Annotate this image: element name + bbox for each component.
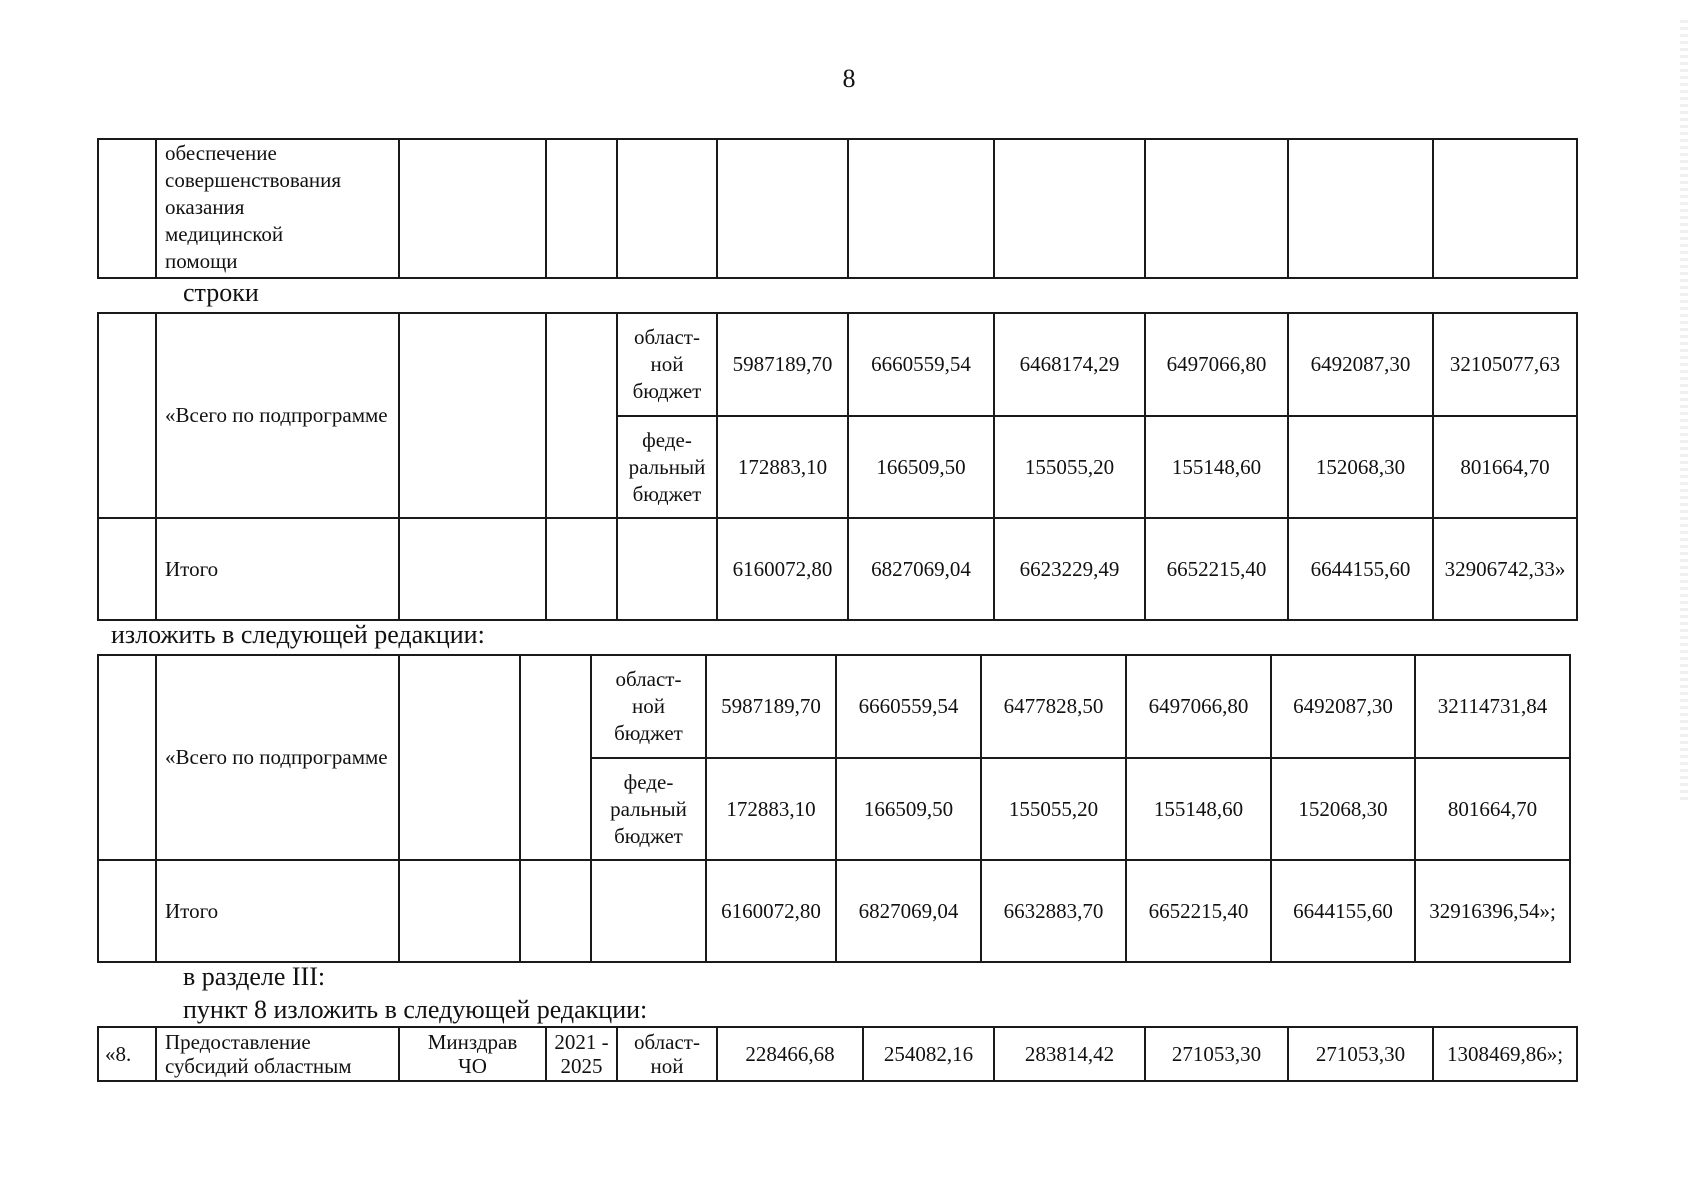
cell-value: 6497066,80: [1145, 313, 1288, 416]
cell-period: [546, 139, 617, 278]
cell-value: 166509,50: [848, 416, 994, 518]
name-line: совершенствования: [165, 168, 342, 192]
cell-value: [717, 139, 848, 278]
cell-value: 228466,68: [717, 1027, 863, 1081]
cell-value: 6652215,40: [1145, 518, 1288, 620]
cell-value: 254082,16: [863, 1027, 994, 1081]
name-line: оказания: [165, 195, 245, 219]
cell-source: [617, 139, 717, 278]
label-item: пункт 8 изложить в следующей редакции:: [183, 995, 648, 1024]
cell-value: [1288, 139, 1433, 278]
cell-value: [1433, 139, 1577, 278]
cell-source: област-ной бюджет: [591, 655, 706, 758]
cell-value: 152068,30: [1271, 758, 1415, 860]
cell-period: [520, 860, 591, 962]
cell-value: 6468174,29: [994, 313, 1145, 416]
table-old-version: [97, 312, 1578, 621]
cell-value: 32105077,63: [1433, 313, 1577, 416]
name-line: субсидий областным: [165, 1054, 352, 1078]
cell-value: 6477828,50: [981, 655, 1126, 758]
cell-name: Итого: [156, 518, 399, 620]
cell-value: 271053,30: [1288, 1027, 1433, 1081]
cell-value: 271053,30: [1145, 1027, 1288, 1081]
name-line: обеспечение: [165, 141, 277, 165]
cell-name: Итого: [156, 860, 399, 962]
cell-value: 6644155,60: [1271, 860, 1415, 962]
source-line: област-: [634, 1030, 700, 1054]
cell-period: [546, 313, 617, 518]
cell-number: [98, 139, 156, 278]
scan-edge-mark: [1680, 20, 1688, 800]
cell-value: 6660559,54: [836, 655, 981, 758]
cell-value: 32916396,54»;: [1415, 860, 1570, 962]
cell-value: 32114731,84: [1415, 655, 1570, 758]
cell-value: 6492087,30: [1288, 313, 1433, 416]
cell-value: 5987189,70: [717, 313, 848, 416]
executor-line: ЧО: [458, 1054, 487, 1078]
cell-value: 801664,70: [1415, 758, 1570, 860]
cell-value: 6660559,54: [848, 313, 994, 416]
cell-value: 6160072,80: [706, 860, 836, 962]
cell-name: [156, 1027, 399, 1081]
cell-name: «Всего по подпрограмме: [156, 313, 399, 518]
period-line: 2021 -: [554, 1030, 609, 1054]
cell-name: [156, 139, 399, 278]
cell-value: 166509,50: [836, 758, 981, 860]
cell-value: 155148,60: [1145, 416, 1288, 518]
cell-value: 155055,20: [994, 416, 1145, 518]
cell-name: «Всего по подпрограмме: [156, 655, 399, 860]
cell-number: «8.: [98, 1027, 156, 1081]
cell-source: [591, 860, 706, 962]
cell-executor: [399, 313, 546, 518]
cell-number: [98, 313, 156, 518]
table-item8: [97, 1026, 1578, 1082]
cell-executor: [399, 1027, 546, 1081]
cell-source: [617, 1027, 717, 1081]
table-continuation: [97, 138, 1578, 279]
cell-source: феде-ральный бюджет: [617, 416, 717, 518]
name-line: медицинской: [165, 222, 284, 246]
cell-value: [1145, 139, 1288, 278]
page-number: 8: [842, 64, 856, 93]
cell-value: 6492087,30: [1271, 655, 1415, 758]
cell-value: 801664,70: [1433, 416, 1577, 518]
cell-period: [520, 655, 591, 860]
cell-number: [98, 518, 156, 620]
cell-value: 6623229,49: [994, 518, 1145, 620]
cell-value: 6632883,70: [981, 860, 1126, 962]
cell-number: [98, 860, 156, 962]
cell-executor: [399, 860, 520, 962]
cell-number: [98, 655, 156, 860]
cell-value: 172883,10: [717, 416, 848, 518]
cell-period: [546, 518, 617, 620]
cell-value: 155055,20: [981, 758, 1126, 860]
cell-executor: [399, 139, 546, 278]
executor-line: Минздрав: [427, 1030, 518, 1054]
cell-period: [546, 1027, 617, 1081]
name-line: помощи: [165, 249, 238, 273]
cell-value: 6644155,60: [1288, 518, 1433, 620]
cell-value: 1308469,86»;: [1433, 1027, 1577, 1081]
cell-value: 32906742,33»: [1433, 518, 1577, 620]
label-rows: строки: [183, 278, 259, 307]
source-line: ной: [650, 1054, 684, 1078]
cell-value: 6827069,04: [836, 860, 981, 962]
cell-source: феде-ральный бюджет: [591, 758, 706, 860]
cell-executor: [399, 518, 546, 620]
cell-value: 6160072,80: [717, 518, 848, 620]
cell-value: 172883,10: [706, 758, 836, 860]
cell-source: [617, 518, 717, 620]
cell-value: [994, 139, 1145, 278]
name-line: Предоставление: [165, 1030, 311, 1054]
cell-value: 152068,30: [1288, 416, 1433, 518]
cell-executor: [399, 655, 520, 860]
cell-value: 6652215,40: [1126, 860, 1271, 962]
cell-value: 5987189,70: [706, 655, 836, 758]
label-edit: изложить в следующей редакции:: [111, 620, 485, 649]
cell-value: 155148,60: [1126, 758, 1271, 860]
label-section: в разделе III:: [183, 962, 326, 991]
cell-source: област-ной бюджет: [617, 313, 717, 416]
table-new-version: [97, 654, 1571, 963]
cell-value: 6497066,80: [1126, 655, 1271, 758]
period-line: 2025: [560, 1054, 603, 1078]
cell-value: 283814,42: [994, 1027, 1145, 1081]
cell-value: [848, 139, 994, 278]
cell-value: 6827069,04: [848, 518, 994, 620]
